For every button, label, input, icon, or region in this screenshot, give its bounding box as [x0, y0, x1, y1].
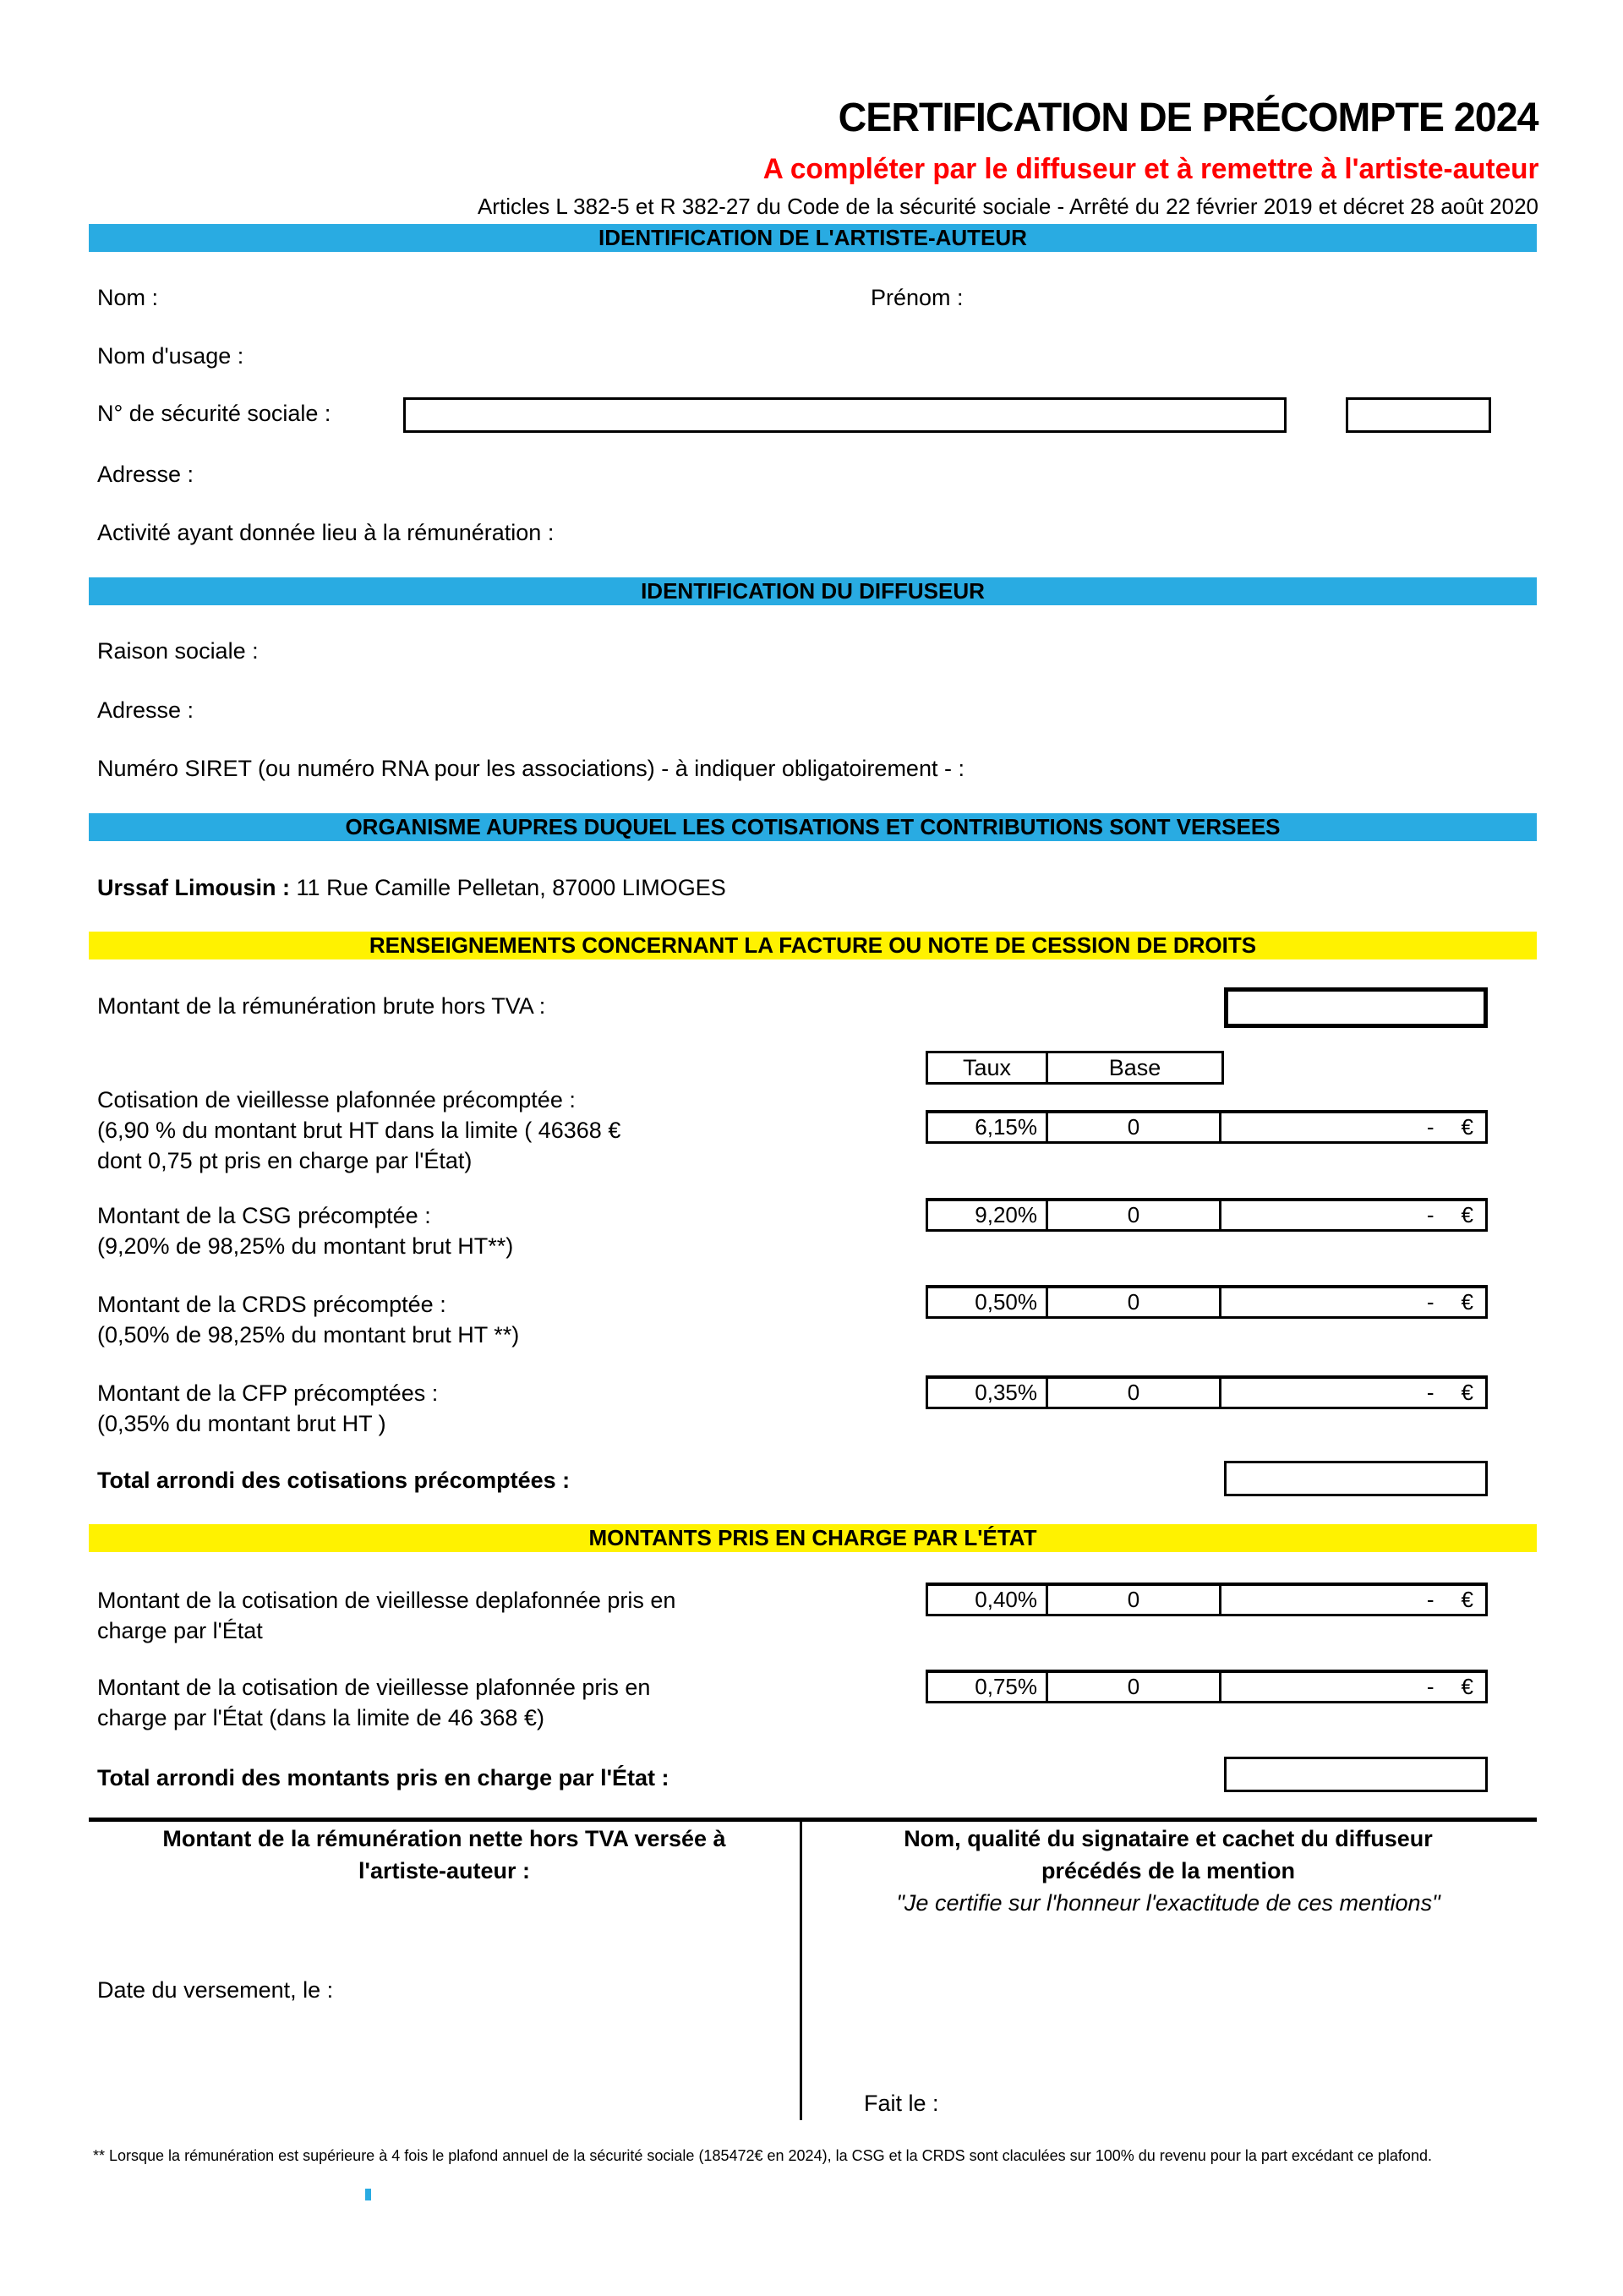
remuneration-nette-label — [89, 1823, 800, 1887]
footnote: ** Lorsque la rémunération est supérieure à 4 fois le plafond annuel de la sécurité sociale (185472€ en 2024), la CSG et la CRDS sont claculées sur 100% du revenu pour la part excédant ce plafond. — [93, 2147, 1432, 2164]
row-deplafonnee-etat-values — [926, 1583, 1488, 1616]
row-label-line: Montant de la cotisation de vieillesse plafonnée pris en — [97, 1675, 651, 1700]
total-precompte-box — [1224, 1461, 1488, 1496]
row-deplafonnee-etat-label — [97, 1585, 675, 1646]
amount-dash: - — [1426, 1380, 1434, 1405]
euro-sign: € — [1461, 1380, 1473, 1405]
amount-cell — [1221, 1673, 1485, 1701]
fait-le-label: Fait le : — [864, 2091, 939, 2116]
taux-cell: 9,20% — [928, 1201, 1048, 1229]
amount-cell — [1221, 1379, 1485, 1407]
row-label-line: Montant de la CRDS précomptée : — [97, 1292, 446, 1317]
page-title: CERTIFICATION DE PRÉCOMPTE 2024 — [839, 96, 1538, 140]
amount-dash: - — [1426, 1289, 1434, 1315]
euro-sign: € — [1461, 1202, 1473, 1227]
organisme-address: 11 Rue Camille Pelletan, 87000 LIMOGES — [290, 875, 726, 900]
montant-brut-label: Montant de la rémunération brute hors TVA : — [97, 993, 546, 1019]
diffuseur-adresse-label: Adresse : — [97, 697, 194, 723]
section-header-organisme-label: ORGANISME AUPRES DUQUEL LES COTISATIONS ET CONTRIBUTIONS SONT VERSEES — [345, 814, 1281, 839]
amount-cell — [1221, 1113, 1485, 1141]
page-subtitle: A compléter par le diffuseur et à remettre à l'artiste-auteur — [762, 153, 1538, 185]
section-header-facture-label: RENSEIGNEMENTS CONCERNANT LA FACTURE OU NOTE DE CESSION DE DROITS — [369, 932, 1257, 958]
organisme-name: Urssaf Limousin : — [97, 875, 291, 900]
nss-label: N° de sécurité sociale : — [97, 401, 331, 426]
section-header-diffuseur-label: IDENTIFICATION DU DIFFUSEUR — [641, 578, 985, 604]
row-cfp-values — [926, 1375, 1488, 1409]
row-crds-values — [926, 1285, 1488, 1319]
base-cell: 0 — [1048, 1288, 1221, 1316]
base-cell: 0 — [1048, 1586, 1221, 1614]
organisme-line — [97, 872, 726, 903]
row-label-subline: charge par l'État (dans la limite de 46 368 €) — [97, 1705, 544, 1730]
amount-dash: - — [1426, 1114, 1434, 1140]
total-precompte-label: Total arrondi des cotisations précomptées : — [97, 1468, 571, 1493]
base-cell: 0 — [1048, 1379, 1221, 1407]
row-label-subline: (0,35% du montant brut HT ) — [97, 1411, 386, 1436]
row-label-line: Cotisation de vieillesse plafonnée précomptée : — [97, 1087, 576, 1112]
taux-cell: 0,50% — [928, 1288, 1048, 1316]
nom-label: Nom : — [97, 285, 159, 310]
siret-label: Numéro SIRET (ou numéro RNA pour les associations) - à indiquer obligatoirement - : — [97, 756, 965, 781]
artist-adresse-label: Adresse : — [97, 462, 194, 487]
amount-cell — [1221, 1586, 1485, 1614]
row-label-line: Montant de la CFP précomptées : — [97, 1380, 439, 1406]
row-csg-values — [926, 1198, 1488, 1232]
base-cell: 0 — [1048, 1673, 1221, 1701]
legal-reference: Articles L 382-5 et R 382-27 du Code de la sécurité sociale - Arrêté du 22 février 2019 et décret 28 août 2020 — [477, 194, 1538, 219]
amount-dash: - — [1426, 1587, 1434, 1612]
section-header-artist — [89, 224, 1537, 252]
base-cell: 0 — [1048, 1201, 1221, 1229]
amount-dash: - — [1426, 1202, 1434, 1227]
remuneration-nette-line1: Montant de la rémunération nette hors TVA versée à — [162, 1826, 726, 1851]
signataire-label — [802, 1823, 1534, 1887]
base-cell: 0 — [1048, 1113, 1221, 1141]
row-plafonnee-etat-values — [926, 1670, 1488, 1703]
date-versement-label: Date du versement, le : — [97, 1977, 334, 2003]
remuneration-nette-line2: l'artiste-auteur : — [358, 1858, 530, 1883]
euro-sign: € — [1461, 1289, 1473, 1315]
section-header-artist-label: IDENTIFICATION DE L'ARTISTE-AUTEUR — [598, 225, 1027, 250]
section-header-facture — [89, 932, 1537, 959]
montant-brut-input[interactable] — [1224, 987, 1488, 1028]
euro-sign: € — [1461, 1587, 1473, 1612]
signataire-mention-quote: "Je certifie sur l'honneur l'exactitude de ces mentions" — [896, 1890, 1440, 1916]
taux-cell: 0,35% — [928, 1379, 1048, 1407]
taux-column-header: Taux — [928, 1053, 1048, 1082]
rates-table-header — [926, 1051, 1224, 1085]
row-cfp-label — [97, 1378, 438, 1439]
row-label-subline: dont 0,75 pt pris en charge par l'État) — [97, 1148, 473, 1173]
taux-cell: 6,15% — [928, 1113, 1048, 1141]
section-header-etat — [89, 1524, 1537, 1552]
euro-sign: € — [1461, 1114, 1473, 1140]
row-csg-label — [97, 1200, 513, 1261]
raison-sociale-label: Raison sociale : — [97, 638, 259, 664]
cyan-mark — [365, 2189, 371, 2200]
signataire-line2: précédés de la mention — [1041, 1858, 1296, 1883]
activite-label: Activité ayant donnée lieu à la rémunération : — [97, 520, 555, 545]
total-etat-box — [1224, 1757, 1488, 1792]
euro-sign: € — [1461, 1674, 1473, 1699]
row-label-line: Montant de la cotisation de vieillesse deplafonnée pris en — [97, 1588, 676, 1613]
row-vieillesse-plafonnee-label — [97, 1085, 620, 1176]
row-label-subline: (0,50% de 98,25% du montant brut HT **) — [97, 1322, 520, 1348]
base-column-header: Base — [1108, 1054, 1161, 1080]
nom-usage-label: Nom d'usage : — [97, 343, 244, 369]
section-header-organisme — [89, 813, 1537, 841]
taux-cell: 0,75% — [928, 1673, 1048, 1701]
row-vieillesse-plafonnee-values — [926, 1110, 1488, 1144]
row-plafonnee-etat-label — [97, 1672, 650, 1733]
nss-input[interactable] — [403, 397, 1287, 433]
row-crds-label — [97, 1289, 519, 1350]
amount-cell — [1221, 1288, 1485, 1316]
total-etat-label: Total arrondi des montants pris en charge par l'État : — [97, 1765, 669, 1790]
row-label-line: Montant de la CSG précomptée : — [97, 1203, 431, 1228]
signataire-line1: Nom, qualité du signataire et cachet du diffuseur — [904, 1826, 1433, 1851]
amount-cell — [1221, 1201, 1485, 1229]
nss-key-input[interactable] — [1346, 397, 1491, 433]
signature-top-divider — [89, 1818, 1537, 1822]
prenom-label: Prénom : — [871, 285, 964, 310]
row-label-subline: (6,90 % du montant brut HT dans la limite ( 46368 € — [97, 1118, 621, 1143]
row-label-subline: charge par l'État — [97, 1618, 263, 1643]
section-header-diffuseur — [89, 577, 1537, 605]
section-header-etat-label: MONTANTS PRIS EN CHARGE PAR L'ÉTAT — [588, 1525, 1037, 1550]
amount-dash: - — [1426, 1674, 1434, 1699]
row-label-subline: (9,20% de 98,25% du montant brut HT**) — [97, 1233, 514, 1259]
taux-cell: 0,40% — [928, 1586, 1048, 1614]
